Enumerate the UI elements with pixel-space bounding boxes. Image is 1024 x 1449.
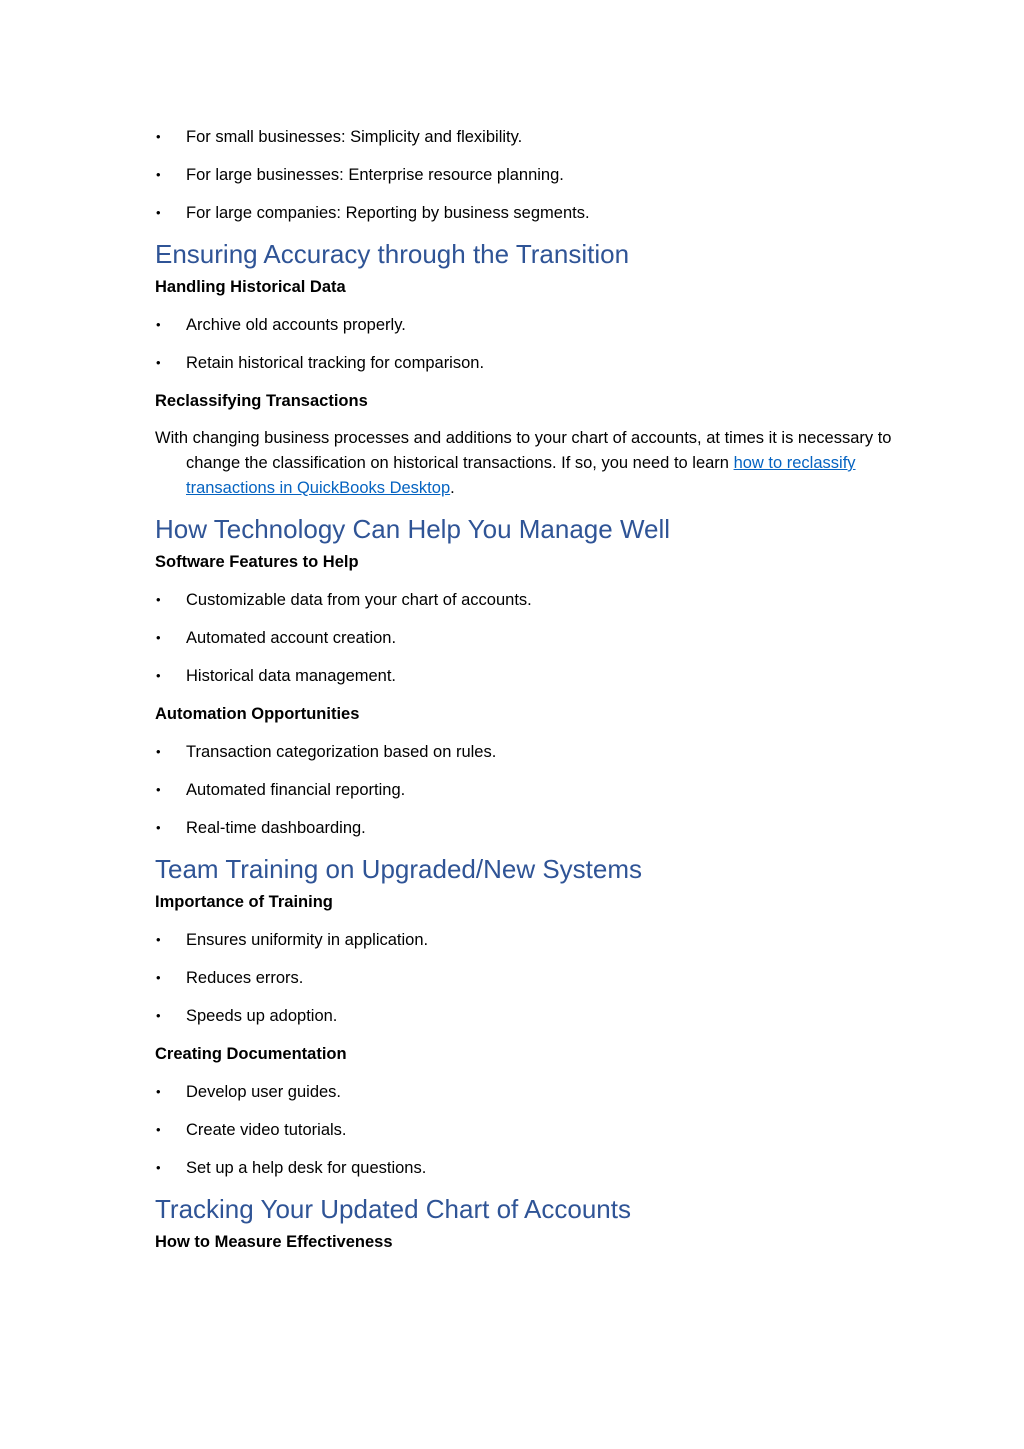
intro-list (155, 124, 900, 226)
bullet-icon: • (156, 630, 161, 645)
list-item: • Transaction categorization based on rules. (155, 739, 900, 765)
list-item: • Customizable data from your chart of accounts. (155, 587, 900, 613)
list-item: • Historical data management. (155, 663, 900, 689)
bullet-icon: • (156, 970, 161, 985)
section-heading-technology: How Technology Can Help You Manage Well (155, 514, 671, 544)
bullet-icon: • (156, 205, 161, 220)
subheading-documentation: Creating Documentation (155, 1045, 347, 1063)
list-item: • Create video tutorials. (155, 1117, 900, 1143)
section-heading-training: Team Training on Upgraded/New Systems (155, 854, 643, 884)
automation-list (155, 739, 900, 841)
list-item: • For small businesses: Simplicity and flexibility. (155, 124, 900, 150)
bullet-icon: • (156, 317, 161, 332)
documentation-list (155, 1079, 900, 1181)
list-item: • Ensures uniformity in application. (155, 927, 900, 953)
list-item: • Reduces errors. (155, 965, 900, 991)
bullet-icon: • (156, 592, 161, 607)
document-page (155, 124, 900, 1267)
list-item: • Real-time dashboarding. (155, 815, 900, 841)
historical-data-list (155, 312, 900, 376)
software-features-list (155, 587, 900, 689)
list-item: • Retain historical tracking for comparison. (155, 350, 900, 376)
reclassifying-paragraph: With changing business processes and additions to your chart of accounts, at times it is necessary to change the classification on historical transactions. If so, you need to learn how to reclassify transactions in QuickBooks Desktop. (155, 429, 892, 497)
bullet-icon: • (156, 932, 161, 947)
bullet-icon: • (156, 1160, 161, 1175)
section-heading-tracking: Tracking Your Updated Chart of Accounts (155, 1194, 631, 1224)
subheading-measure: How to Measure Effectiveness (155, 1233, 393, 1251)
list-item: • For large companies: Reporting by business segments. (155, 200, 900, 226)
list-item: • Set up a help desk for questions. (155, 1155, 900, 1181)
bullet-icon: • (156, 1084, 161, 1099)
quickbooks-desktop-link[interactable]: transactions in QuickBooks Desktop (186, 479, 451, 497)
subheading-reclassifying: Reclassifying Transactions (155, 392, 368, 410)
subheading-software-features: Software Features to Help (155, 553, 359, 571)
bullet-icon: • (156, 129, 161, 144)
bullet-icon: • (156, 782, 161, 797)
bullet-icon: • (156, 1122, 161, 1137)
subheading-importance: Importance of Training (155, 893, 333, 911)
bullet-icon: • (156, 668, 161, 683)
bullet-icon: • (156, 1008, 161, 1023)
bullet-icon: • (156, 744, 161, 759)
list-item: • Speeds up adoption. (155, 1003, 900, 1029)
list-item: • Automated account creation. (155, 625, 900, 651)
list-item: • Automated financial reporting. (155, 777, 900, 803)
section-heading-accuracy: Ensuring Accuracy through the Transition (155, 239, 630, 269)
list-item: • Develop user guides. (155, 1079, 900, 1105)
list-item: • For large businesses: Enterprise resource planning. (155, 162, 900, 188)
subheading-automation: Automation Opportunities (155, 705, 360, 723)
subheading-historical-data: Handling Historical Data (155, 278, 346, 296)
bullet-icon: • (156, 167, 161, 182)
bullet-icon: • (156, 355, 161, 370)
importance-list (155, 927, 900, 1029)
reclassify-link[interactable]: how to reclassify (733, 454, 856, 472)
list-item: • Archive old accounts properly. (155, 312, 900, 338)
bullet-icon: • (156, 820, 161, 835)
